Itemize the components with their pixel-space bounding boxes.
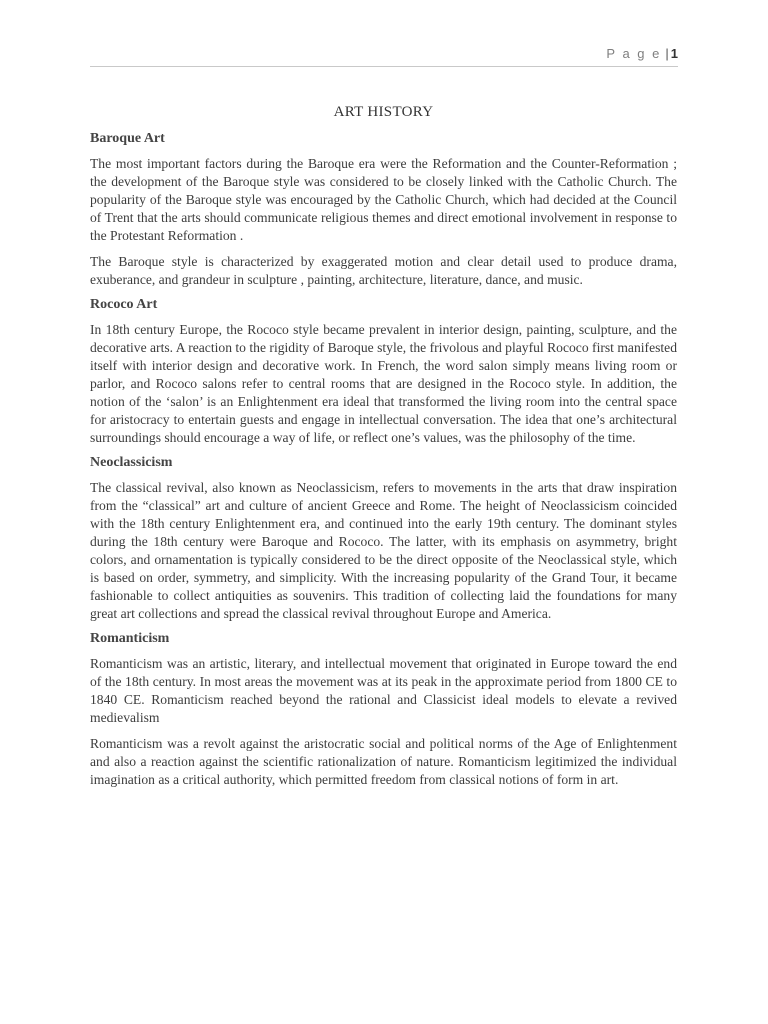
paragraph: Romanticism was an artistic, literary, and intellectual movement that originated in Europe toward the end of the 18th century. In most areas the movement was at its peak in the approximate period from 1800 CE to 1840 CE. Romanticism reached beyond the rational and Classicist ideal models to elevate a revived medievalism	[90, 656, 677, 725]
paragraph: In 18th century Europe, the Rococo style became prevalent in interior design, painting, sculpture, and the decorative arts. A reaction to the rigidity of Baroque style, the frivolous and playful Rococo first manifested itself with interior design and decorative work. In French, the word salon simply means living room or parlor, and Rococo salons refer to central rooms that are designed in the Rococo style. In addition, the notion of the ‘salon’ is an Enlightenment era ideal that transformed the living room into the central space for aristocracy to entertain guests and engage in intellectual conversation. The idea that one’s architectural surroundings should encourage a way of life, or reflect one’s values, was the philosophy of the time.	[90, 322, 677, 445]
page-header	[90, 46, 678, 67]
section-neoclassicism	[90, 455, 677, 623]
section-heading: Rococo Art	[90, 297, 158, 312]
section-heading: Romanticism	[90, 631, 170, 646]
document-body	[90, 104, 677, 797]
section-heading: Neoclassicism	[90, 455, 173, 470]
page-word: P a g e	[606, 46, 662, 61]
page-separator: |	[665, 46, 669, 61]
document-title: ART HISTORY	[333, 104, 434, 120]
paragraph: The most important factors during the Baroque era were the Reformation and the Counter-Reformation ; the development of the Baroque style was considered to be closely linked with the Catholic Church. The popularity of the Baroque style was encouraged by the Catholic Church, which had decided at the Council of Trent that the arts should communicate religious themes and direct emotional involvement in response to the Protestant Reformation .	[90, 156, 677, 243]
page-number-value: 1	[670, 46, 678, 61]
section-baroque	[90, 131, 677, 289]
page-number-label	[606, 46, 678, 61]
paragraph: The classical revival, also known as Neoclassicism, refers to movements in the arts that draw inspiration from the “classical” art and culture of ancient Greece and Rome. The height of Neoclassicism coincided with the 18th century Enlightenment era, and continued into the early 19th century. The dominant styles during the 18th century were Baroque and Rococo. The latter, with its emphasis on asymmetry, bright colors, and ornamentation is typically considered to be the direct opposite of the Neoclassical style, which is based on order, symmetry, and simplicity. With the increasing popularity of the Grand Tour, it became fashionable to collect antiquities as souvenirs. This tradition of collecting laid the foundations for many great art collections and spread the classical revival throughout Europe and America.	[90, 480, 677, 621]
section-heading: Baroque Art	[90, 131, 165, 146]
section-rococo	[90, 297, 677, 447]
section-romanticism	[90, 631, 677, 789]
paragraph: Romanticism was a revolt against the aristocratic social and political norms of the Age of Enlightenment and also a reaction against the scientific rationalization of nature. Romanticism legitimized the individual imagination as a critical authority, which permitted freedom from classical notions of form in art.	[90, 736, 677, 787]
paragraph: The Baroque style is characterized by exaggerated motion and clear detail used to produce drama, exuberance, and grandeur in sculpture , painting, architecture, literature, dance, and music.	[90, 254, 677, 287]
